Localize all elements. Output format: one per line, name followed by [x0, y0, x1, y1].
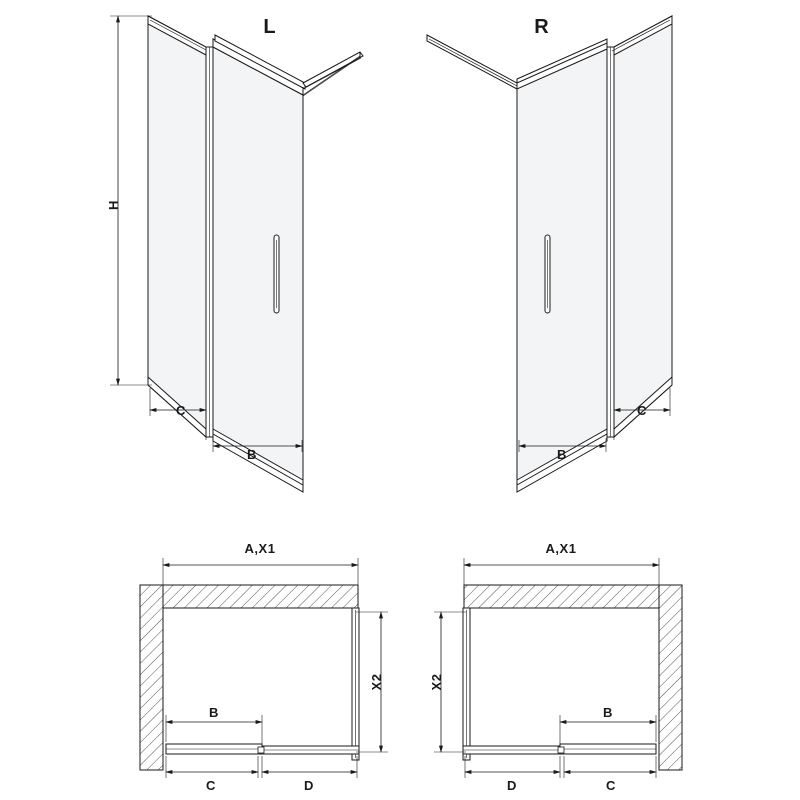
dim-label-x2-plan-right: X2	[429, 673, 444, 691]
elevation-left	[106, 16, 363, 492]
dim-label-b-plan-left: B	[209, 705, 219, 720]
plan-right	[429, 541, 682, 793]
dim-label-c-plan-left: C	[206, 778, 216, 793]
dim-label-a-x1-plan-left: A,X1	[244, 541, 276, 556]
dim-label-c-elev-left: C	[176, 403, 186, 418]
dim-label-b-elev-left: B	[247, 447, 257, 462]
dim-label-c-plan-right: C	[606, 778, 616, 793]
dim-label-c-elev-right: C	[637, 403, 647, 418]
dim-label-b-plan-right: B	[603, 705, 613, 720]
view-title-right: R	[534, 16, 550, 38]
dim-label-d-plan-left: D	[304, 778, 314, 793]
plan-left	[140, 541, 388, 793]
dim-label-h: H	[106, 200, 121, 210]
dim-label-b-elev-right: B	[557, 447, 567, 462]
dim-label-a-x1-plan-right: A,X1	[545, 541, 577, 556]
elevation-right	[427, 16, 672, 492]
dim-label-x2-plan-left: X2	[369, 673, 384, 691]
view-title-left: L	[263, 16, 277, 38]
dim-label-d-plan-right: D	[507, 778, 517, 793]
